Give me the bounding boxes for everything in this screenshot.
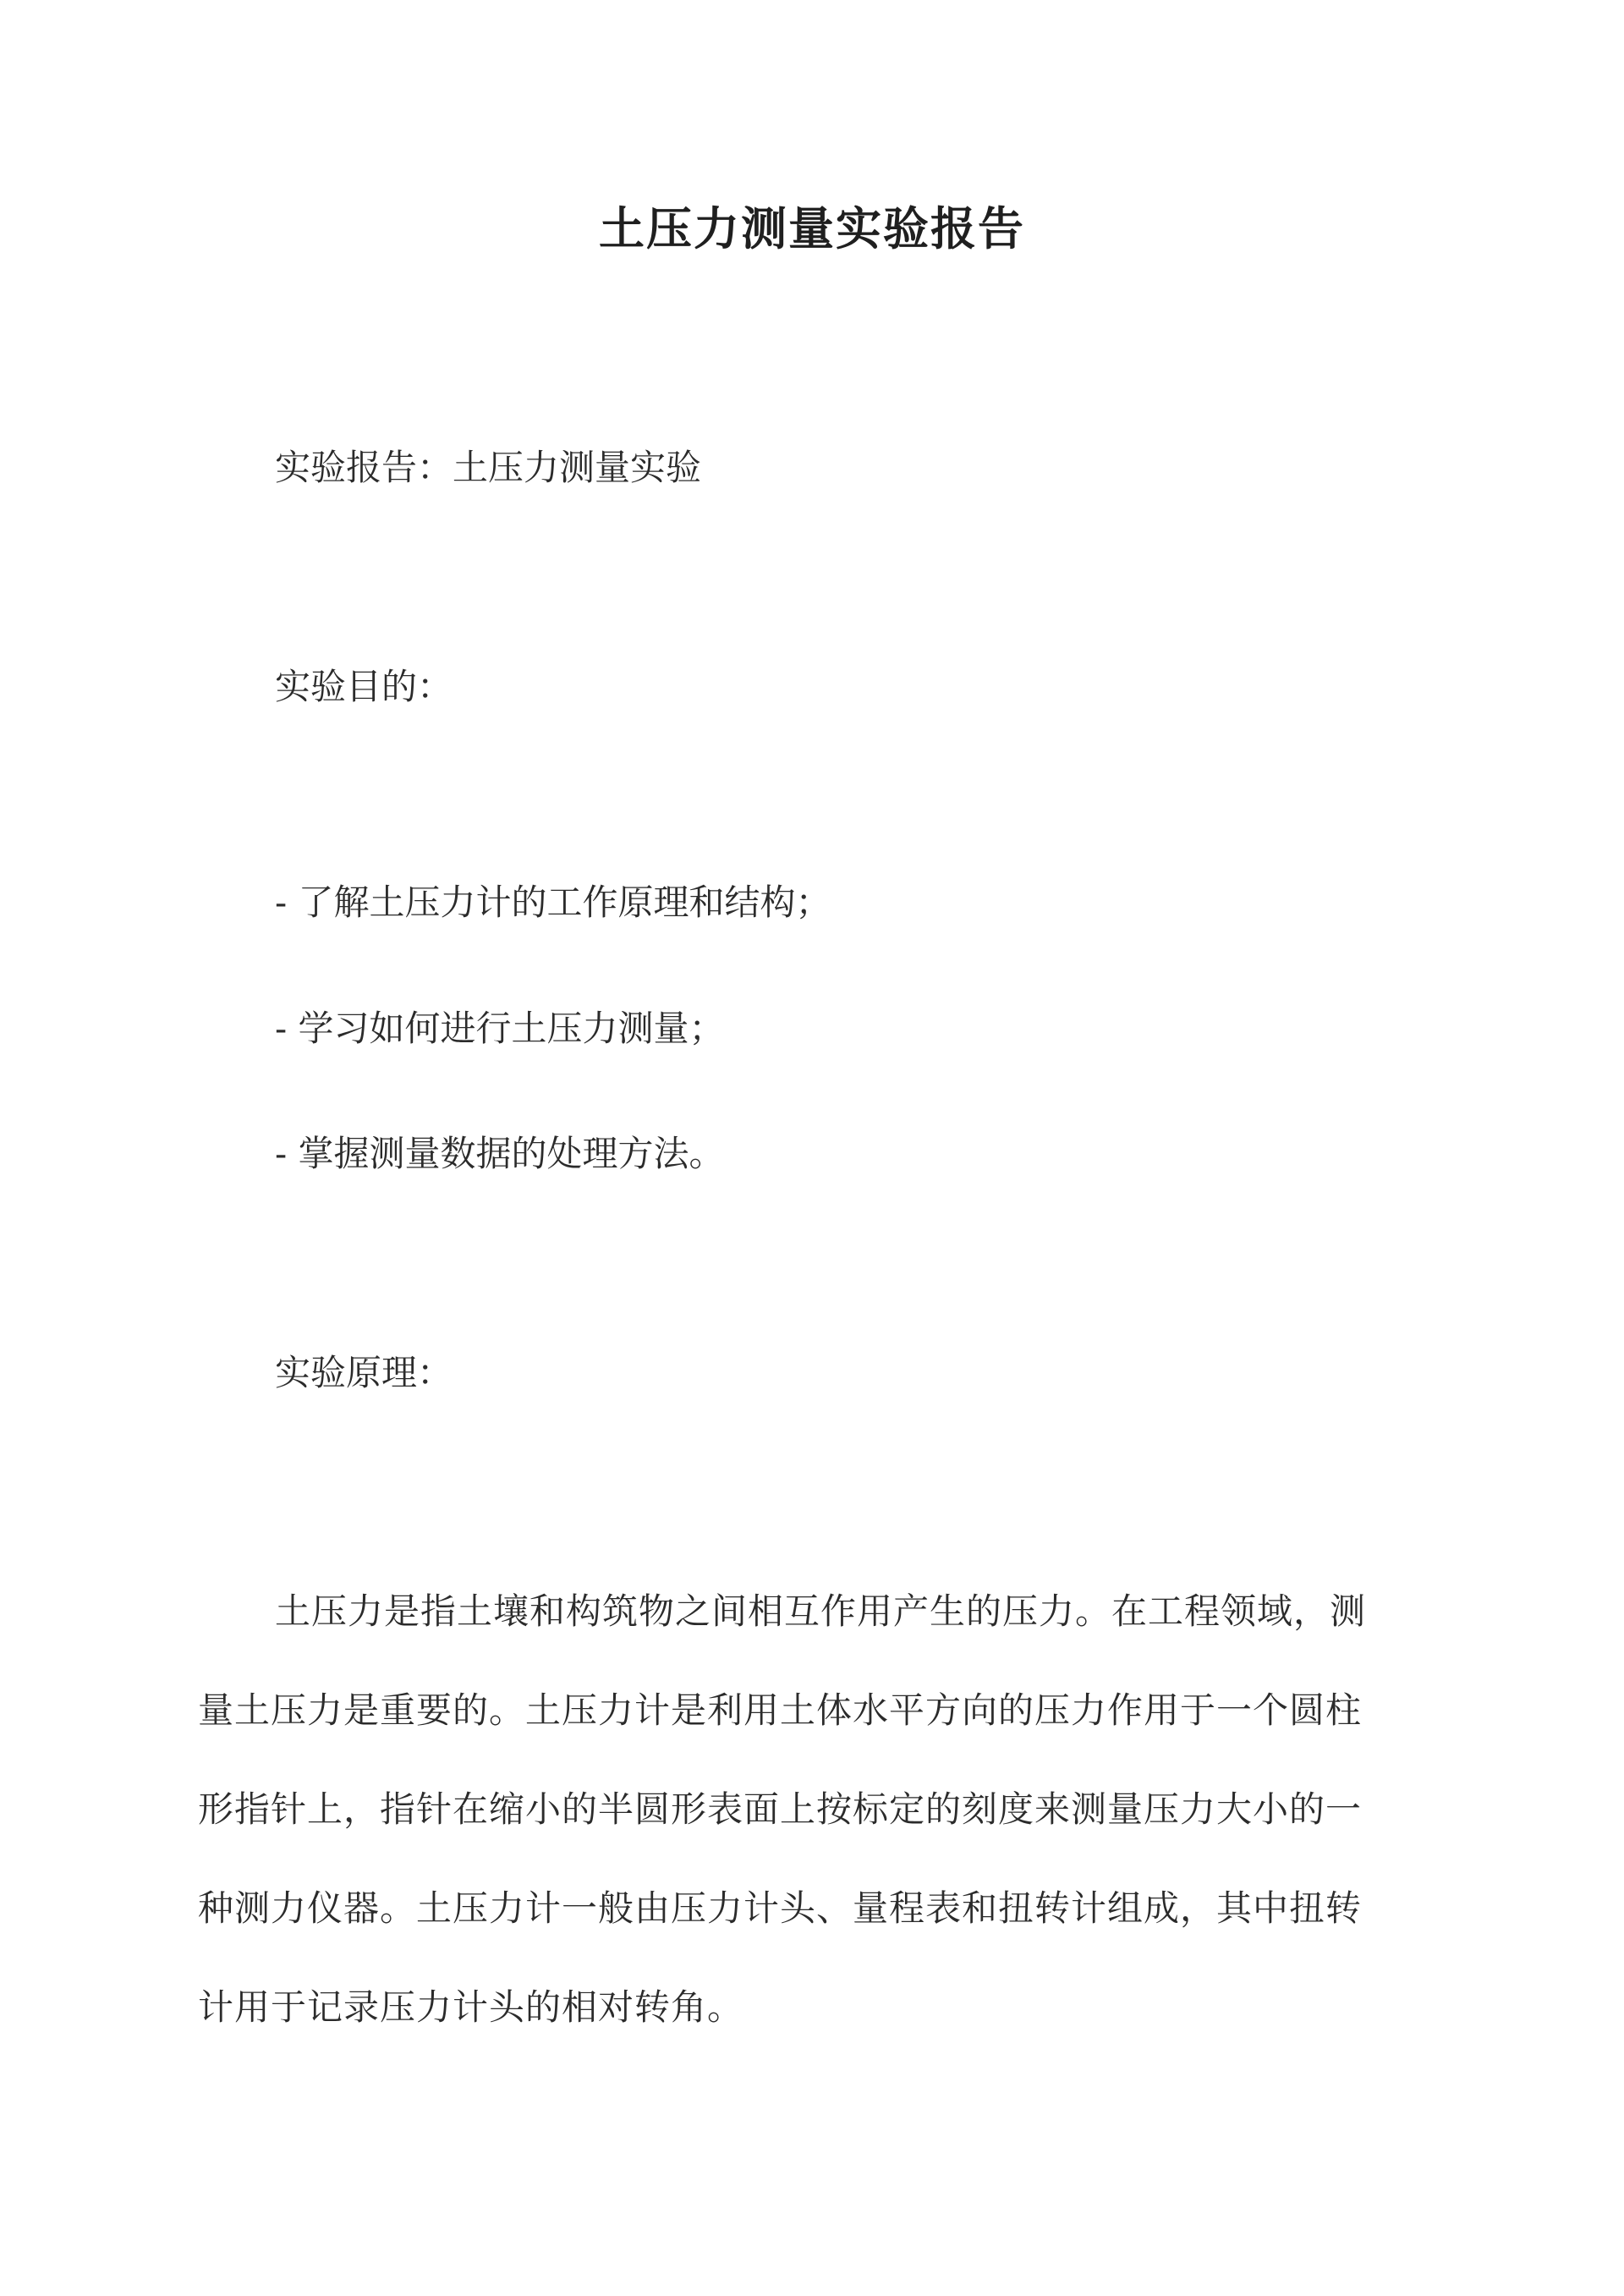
purpose-item: - 掌握测量数据的处理方法。 [275,1133,725,1174]
purpose-heading: 实验目的： [275,666,453,707]
purpose-item: - 学习如何进行土压力测量； [275,1008,725,1049]
paragraph-line: 土压力是指土壤和构筑物之间相互作用产生的压力。在工程领域，测 [275,1590,1367,1632]
purpose-item: - 了解土压力计的工作原理和结构； [275,882,831,923]
principle-heading: 实验原理： [275,1352,453,1393]
principle-paragraph [198,1562,1426,2057]
paragraph-line: 量土压力是重要的。土压力计是利用土体水平方向的压力作用于一个圆柱 [198,1689,1363,1731]
paragraph-line: 计用于记录压力计头的相对转角。 [198,1986,744,2028]
paragraph-line: 形指针上，指针在缩小的半圆形表面上按标定的刻度来测量压力大小的一 [198,1788,1363,1830]
page-title: 土压力测量实验报告 [599,201,1025,255]
paragraph-line: 种测力仪器。土压力计一般由压力计头、量程表和扭转计组成，其中扭转 [198,1887,1363,1929]
report-heading: 实验报告：土压力测量实验 [275,447,702,488]
